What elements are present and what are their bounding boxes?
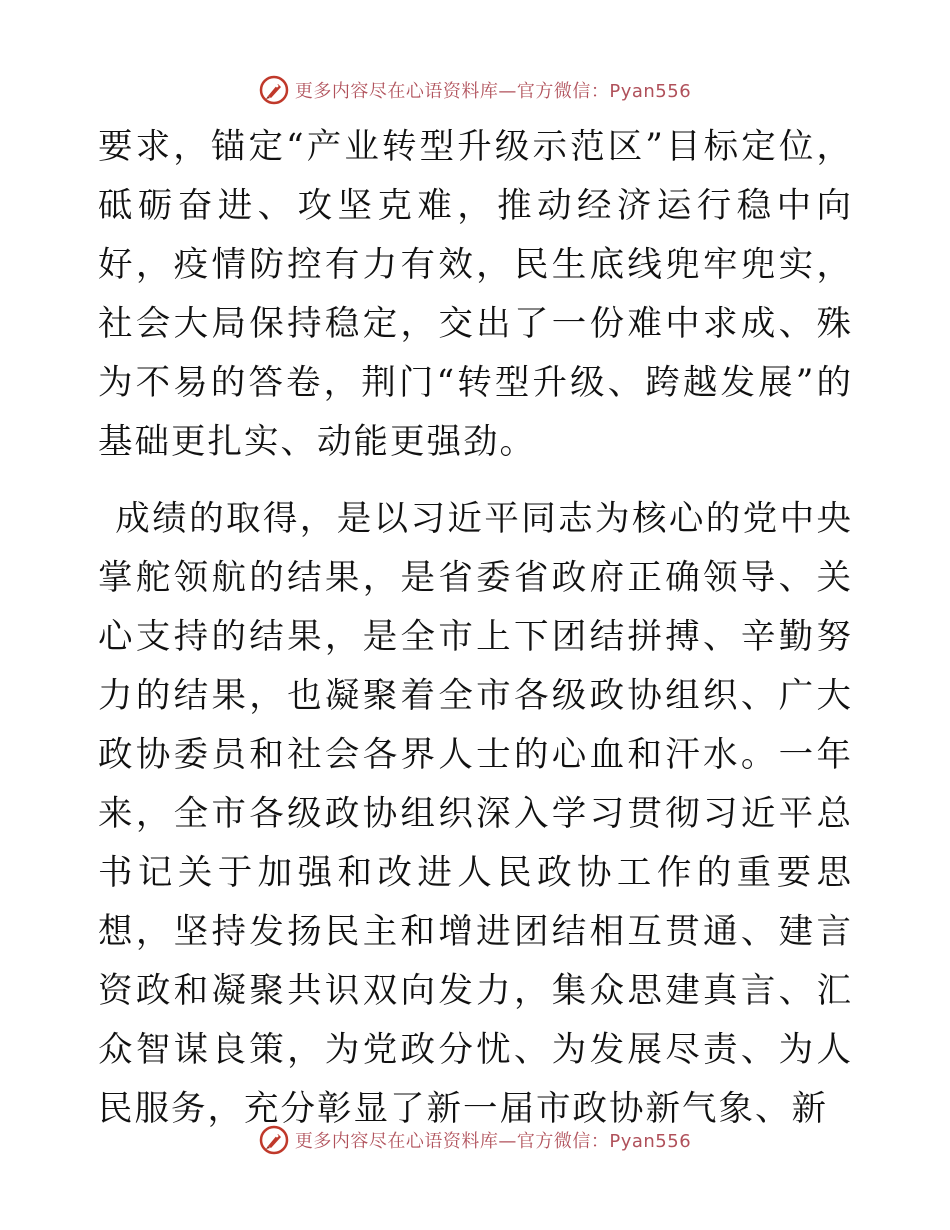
footer-watermark	[0, 1120, 950, 1160]
document-body	[98, 118, 853, 1139]
watermark-text: 更多内容尽在心语资料库—官方微信：Pyan556	[294, 1131, 692, 1152]
paragraph: 成绩的取得，是以习近平同志为核心的党中央掌舵领航的结果，是省委省政府正确领导、关心支持的结果，是全市上下团结拼搏、辛勤努力的结果，也凝聚着全市各级政协组织、广大政协委员和社会各界人士的心血和汗水。一年来，全市各级政协组织深入学习贯彻习近平总书记关于加强和改进人民政协工作的重要思想，坚持发扬民主和增进团结相互贯通、建言资政和凝聚共识双向发力，集众思建真言、汇众智谋良策，为党政分忧、为发展尽责、为人民服务，充分彰显了新一届市政协新气象、新	[98, 499, 853, 1129]
watermark-text: 更多内容尽在心语资料库—官方微信：Pyan556	[294, 81, 692, 102]
pen-nib-logo-icon	[259, 1125, 289, 1155]
header-watermark	[0, 70, 950, 110]
pen-nib-logo-icon	[259, 75, 289, 105]
paragraph: 要求，锚定“产业转型升级示范区”目标定位，砥砺奋进、攻坚克难，推动经济运行稳中向好，疫情防控有力有效，民生底线兜牢兜实，社会大局保持稳定，交出了一份难中求成、殊为不易的答卷，荆门“转型升级、跨越发展”的基础更扎实、动能更强劲。	[98, 127, 853, 462]
